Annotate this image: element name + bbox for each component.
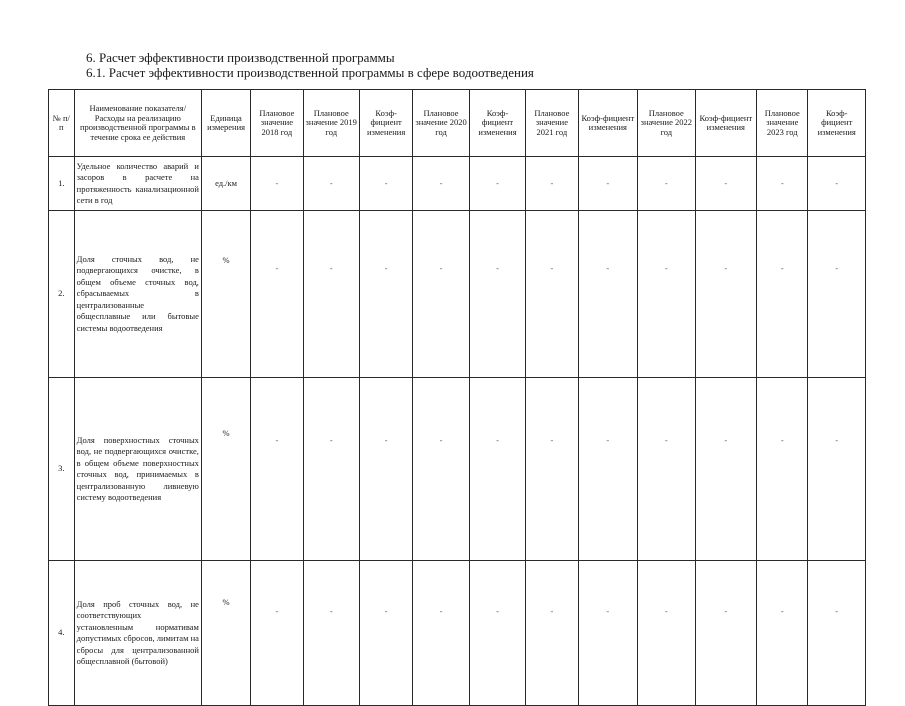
value-cell: -	[469, 378, 525, 561]
value-cell: -	[578, 378, 638, 561]
unit-cell: %	[201, 211, 250, 378]
value-cell: -	[808, 157, 866, 211]
indicator-name: Доля проб сточных вод, не соответствующих установленным нормативам допустимых сбросов, лимитам на сбросы для централизованной общесплавной (бытовой)	[74, 561, 201, 706]
indicator-name: Удельное количество аварий и засоров в расчете на протяженность канализационной сети в год	[74, 157, 201, 211]
header-num: № п/п	[49, 90, 75, 157]
value-cell: -	[695, 157, 757, 211]
value-cell: -	[808, 211, 866, 378]
indicator-name: Доля поверхностных сточных вод, не подвергающихся очистке, в общем объеме поверхностных сточных вод, принимаемых в централизованную ливневую систему водоотведения	[74, 378, 201, 561]
value-cell: -	[251, 157, 303, 211]
value-cell: -	[359, 378, 412, 561]
value-cell: -	[695, 561, 757, 706]
value-cell: -	[526, 211, 578, 378]
value-cell: -	[251, 378, 303, 561]
value-cell: -	[638, 561, 695, 706]
value-cell: -	[695, 211, 757, 378]
value-cell: -	[578, 211, 638, 378]
header-coef-2019: Коэф-фициент изменения	[359, 90, 412, 157]
header-plan-2023: Плановое значение 2023 год	[757, 90, 808, 157]
header-coef-2020: Коэф-фициент изменения	[469, 90, 525, 157]
row-number: 3.	[49, 378, 75, 561]
value-cell: -	[359, 157, 412, 211]
value-cell: -	[578, 157, 638, 211]
value-cell: -	[469, 157, 525, 211]
table-row	[49, 211, 866, 378]
subsection-title: 6.1. Расчет эффективности производственной программы в сфере водоотведения	[86, 65, 534, 80]
header-coef-2022: Коэф-фициент изменения	[695, 90, 757, 157]
header-plan-2019: Плановое значение 2019 год	[303, 90, 359, 157]
value-cell: -	[638, 211, 695, 378]
table-row	[49, 561, 866, 706]
unit-cell: %	[201, 378, 250, 561]
value-cell: -	[413, 211, 469, 378]
value-cell: -	[638, 378, 695, 561]
value-cell: -	[303, 561, 359, 706]
header-coef-2021: Коэф-фициент изменения	[578, 90, 638, 157]
row-number: 4.	[49, 561, 75, 706]
table-header-row	[49, 90, 866, 157]
value-cell: -	[695, 378, 757, 561]
value-cell: -	[638, 157, 695, 211]
value-cell: -	[469, 211, 525, 378]
value-cell: -	[757, 157, 808, 211]
value-cell: -	[757, 561, 808, 706]
value-cell: -	[469, 561, 525, 706]
header-plan-2022: Плановое значение 2022 год	[638, 90, 695, 157]
value-cell: -	[303, 157, 359, 211]
header-unit: Единица измерения	[201, 90, 250, 157]
header-plan-2020: Плановое значение 2020 год	[413, 90, 469, 157]
value-cell: -	[526, 561, 578, 706]
value-cell: -	[578, 561, 638, 706]
value-cell: -	[413, 378, 469, 561]
value-cell: -	[413, 157, 469, 211]
value-cell: -	[303, 211, 359, 378]
value-cell: -	[757, 211, 808, 378]
value-cell: -	[526, 378, 578, 561]
unit-cell: %	[201, 561, 250, 706]
efficiency-table	[48, 89, 866, 706]
header-coef-2023: Коэф-фициент изменения	[808, 90, 866, 157]
value-cell: -	[359, 561, 412, 706]
value-cell: -	[757, 378, 808, 561]
row-number: 2.	[49, 211, 75, 378]
table-row	[49, 157, 866, 211]
value-cell: -	[526, 157, 578, 211]
value-cell: -	[359, 211, 412, 378]
value-cell: -	[808, 561, 866, 706]
indicator-name: Доля сточных вод, не подвергающихся очистке, в общем объеме сточных вод, сбрасываемых в централизованные общесплавные или бытовые системы водоотведения	[74, 211, 201, 378]
header-name: Наименование показателя/Расходы на реализацию производственной программы в течение срока ее действия	[74, 90, 201, 157]
table-row	[49, 378, 866, 561]
header-plan-2018: Плановое значение 2018 год	[251, 90, 303, 157]
unit-cell: ед./км	[201, 157, 250, 211]
value-cell: -	[808, 378, 866, 561]
header-plan-2021: Плановое значение 2021 год	[526, 90, 578, 157]
section-title: 6. Расчет эффективности производственной программы	[86, 50, 395, 65]
value-cell: -	[251, 561, 303, 706]
row-number: 1.	[49, 157, 75, 211]
value-cell: -	[303, 378, 359, 561]
value-cell: -	[413, 561, 469, 706]
page-heading	[86, 50, 534, 80]
value-cell: -	[251, 211, 303, 378]
